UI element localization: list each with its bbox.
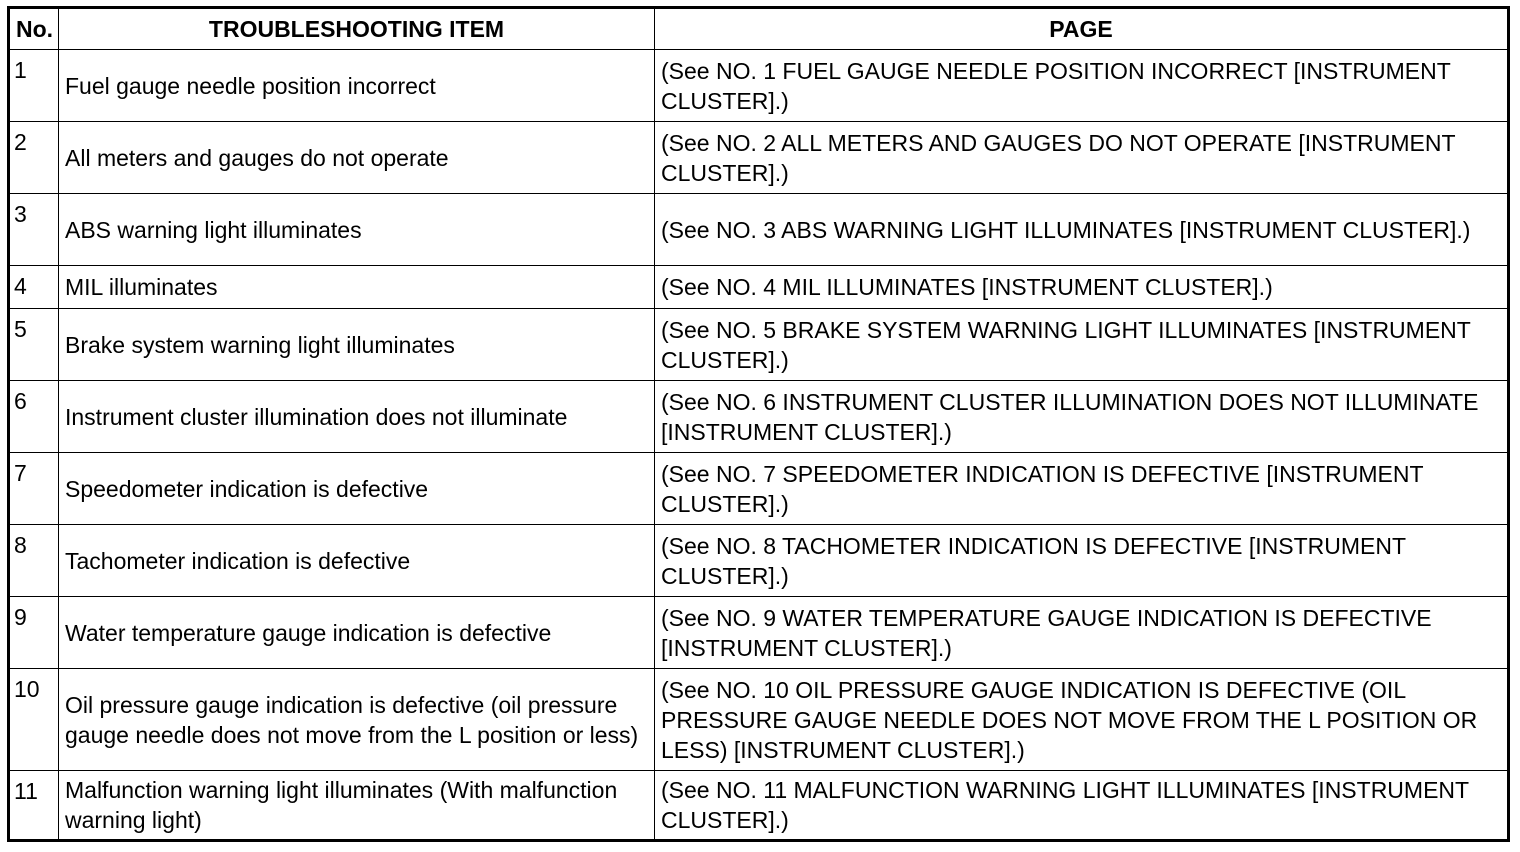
header-page: PAGE bbox=[655, 8, 1509, 50]
page-reference-link[interactable]: (See NO. 6 INSTRUMENT CLUSTER ILLUMINATION DOES NOT ILLUMINATE [INSTRUMENT CLUSTER].) bbox=[655, 381, 1509, 453]
page-reference-link[interactable]: (See NO. 3 ABS WARNING LIGHT ILLUMINATES [INSTRUMENT CLUSTER].) bbox=[655, 194, 1509, 266]
troubleshooting-item: Water temperature gauge indication is defective bbox=[59, 597, 655, 669]
row-number: 6 bbox=[9, 381, 59, 453]
page-reference-link[interactable]: (See NO. 7 SPEEDOMETER INDICATION IS DEFECTIVE [INSTRUMENT CLUSTER].) bbox=[655, 453, 1509, 525]
table-row bbox=[9, 50, 1509, 122]
row-number: 7 bbox=[9, 453, 59, 525]
page-reference-link[interactable]: (See NO. 9 WATER TEMPERATURE GAUGE INDICATION IS DEFECTIVE [INSTRUMENT CLUSTER].) bbox=[655, 597, 1509, 669]
row-number: 1 bbox=[9, 50, 59, 122]
table-row bbox=[9, 266, 1509, 309]
troubleshooting-item: All meters and gauges do not operate bbox=[59, 122, 655, 194]
troubleshooting-item: Speedometer indication is defective bbox=[59, 453, 655, 525]
troubleshooting-item: Fuel gauge needle position incorrect bbox=[59, 50, 655, 122]
header-no: No. bbox=[9, 8, 59, 50]
troubleshooting-item: ABS warning light illuminates bbox=[59, 194, 655, 266]
table-row bbox=[9, 525, 1509, 597]
row-number: 8 bbox=[9, 525, 59, 597]
header-troubleshooting-item: TROUBLESHOOTING ITEM bbox=[59, 8, 655, 50]
page-reference-link[interactable]: (See NO. 1 FUEL GAUGE NEEDLE POSITION INCORRECT [INSTRUMENT CLUSTER].) bbox=[655, 50, 1509, 122]
table-row bbox=[9, 381, 1509, 453]
troubleshooting-item: Malfunction warning light illuminates (With malfunction warning light) bbox=[59, 771, 655, 841]
page-reference-link[interactable]: (See NO. 10 OIL PRESSURE GAUGE INDICATION IS DEFECTIVE (OIL PRESSURE GAUGE NEEDLE DOES NOT MOVE FROM THE L POSITION OR LESS) [INSTRUMENT CLUSTER].) bbox=[655, 669, 1509, 771]
row-number: 10 bbox=[9, 669, 59, 771]
row-number: 11 bbox=[9, 771, 59, 841]
row-number: 2 bbox=[9, 122, 59, 194]
page-reference-link[interactable]: (See NO. 5 BRAKE SYSTEM WARNING LIGHT ILLUMINATES [INSTRUMENT CLUSTER].) bbox=[655, 309, 1509, 381]
table-row bbox=[9, 309, 1509, 381]
table-row bbox=[9, 194, 1509, 266]
table-row bbox=[9, 453, 1509, 525]
row-number: 3 bbox=[9, 194, 59, 266]
table-row bbox=[9, 669, 1509, 771]
page-reference-link[interactable]: (See NO. 11 MALFUNCTION WARNING LIGHT ILLUMINATES [INSTRUMENT CLUSTER].) bbox=[655, 771, 1509, 841]
table-row bbox=[9, 771, 1509, 841]
troubleshooting-item: Tachometer indication is defective bbox=[59, 525, 655, 597]
table-row bbox=[9, 597, 1509, 669]
troubleshooting-item: MIL illuminates bbox=[59, 266, 655, 309]
row-number: 4 bbox=[9, 266, 59, 309]
row-number: 9 bbox=[9, 597, 59, 669]
page-reference-link[interactable]: (See NO. 2 ALL METERS AND GAUGES DO NOT OPERATE [INSTRUMENT CLUSTER].) bbox=[655, 122, 1509, 194]
row-number: 5 bbox=[9, 309, 59, 381]
troubleshooting-item: Instrument cluster illumination does not illuminate bbox=[59, 381, 655, 453]
troubleshooting-item: Oil pressure gauge indication is defective (oil pressure gauge needle does not move from the L position or less) bbox=[59, 669, 655, 771]
page-reference-link[interactable]: (See NO. 4 MIL ILLUMINATES [INSTRUMENT CLUSTER].) bbox=[655, 266, 1509, 309]
table-row bbox=[9, 122, 1509, 194]
header-row bbox=[9, 8, 1509, 50]
troubleshooting-table bbox=[7, 6, 1510, 842]
page-reference-link[interactable]: (See NO. 8 TACHOMETER INDICATION IS DEFECTIVE [INSTRUMENT CLUSTER].) bbox=[655, 525, 1509, 597]
troubleshooting-item: Brake system warning light illuminates bbox=[59, 309, 655, 381]
